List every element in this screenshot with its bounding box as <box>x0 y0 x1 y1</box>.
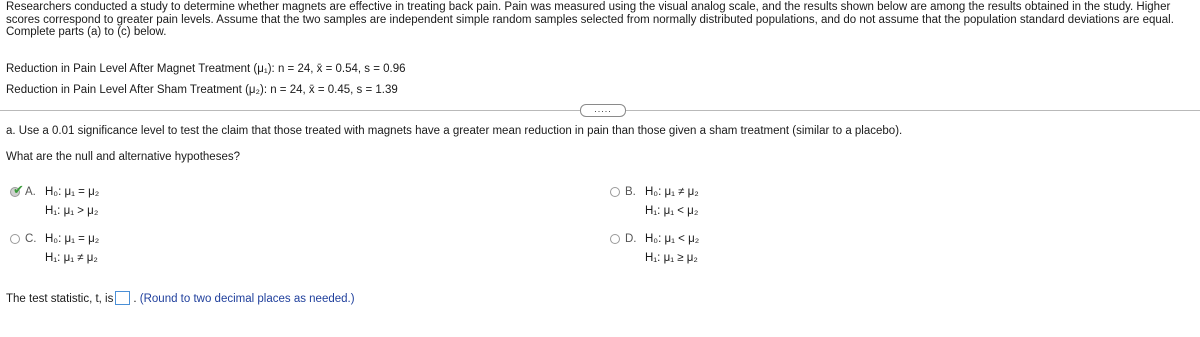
test-statistic-row: The test statistic, t, is . (Round to two decimal places as needed.) <box>6 293 355 305</box>
option-b-radio[interactable] <box>610 187 620 197</box>
option-c-letter: C. <box>25 233 37 245</box>
option-c[interactable] <box>10 233 310 269</box>
rounding-hint: (Round to two decimal places as needed.) <box>139 293 355 305</box>
part-a-text: a. Use a 0.01 significance level to test the claim that those treated with magnets have a greater mean reduction in pain than those given a sham treatment (similar to a placebo). <box>6 125 903 137</box>
option-b-letter: B. <box>625 186 636 198</box>
expand-button[interactable]: ..... <box>580 104 626 117</box>
option-a[interactable] <box>10 183 310 222</box>
magnet-data-line: Reduction in Pain Level After Magnet Treatment (μ₁): n = 24, x̄ = 0.54, s = 0.96 <box>6 63 406 75</box>
option-d-letter: D. <box>625 233 637 245</box>
test-statistic-input[interactable] <box>115 291 130 305</box>
sham-data-line: Reduction in Pain Level After Sham Treatment (μ₂): n = 24, x̄ = 0.45, s = 1.39 <box>6 84 398 96</box>
hypotheses-question: What are the null and alternative hypotheses? <box>6 151 240 163</box>
option-d[interactable] <box>610 233 910 269</box>
option-d-alternative: H₁: μ₁ ≥ μ₂ <box>645 252 698 264</box>
option-b-null: H₀: μ₁ ≠ μ₂ <box>645 186 699 198</box>
option-a-alternative: H₁: μ₁ > μ₂ <box>45 205 99 217</box>
option-c-alternative: H₁: μ₁ ≠ μ₂ <box>45 252 98 264</box>
problem-intro: Researchers conducted a study to determine whether magnets are effective in treating back pain. Pain was measured using the visual analog scale, and the results shown below are among the results obtained in the study. Higher scores correspond to greater pain levels. Assume that the two samples are independent simple random samples selected from normally distributed populations, and do not assume that the population standard deviations are equal. Complete parts (a) to (c) below. <box>6 1 1174 38</box>
option-b-alternative: H₁: μ₁ < μ₂ <box>645 205 699 217</box>
option-d-radio[interactable] <box>610 234 620 244</box>
correct-check-icon: ✔ <box>13 183 24 198</box>
option-c-radio[interactable] <box>10 234 20 244</box>
option-a-letter: A. <box>25 186 36 198</box>
option-b[interactable] <box>610 186 910 222</box>
option-d-null: H₀: μ₁ < μ₂ <box>645 233 700 245</box>
option-c-null: H₀: μ₁ = μ₂ <box>45 233 100 245</box>
option-a-null: H₀: μ₁ = μ₂ <box>45 186 100 198</box>
test-statistic-label: The test statistic, t, is <box>6 293 114 305</box>
